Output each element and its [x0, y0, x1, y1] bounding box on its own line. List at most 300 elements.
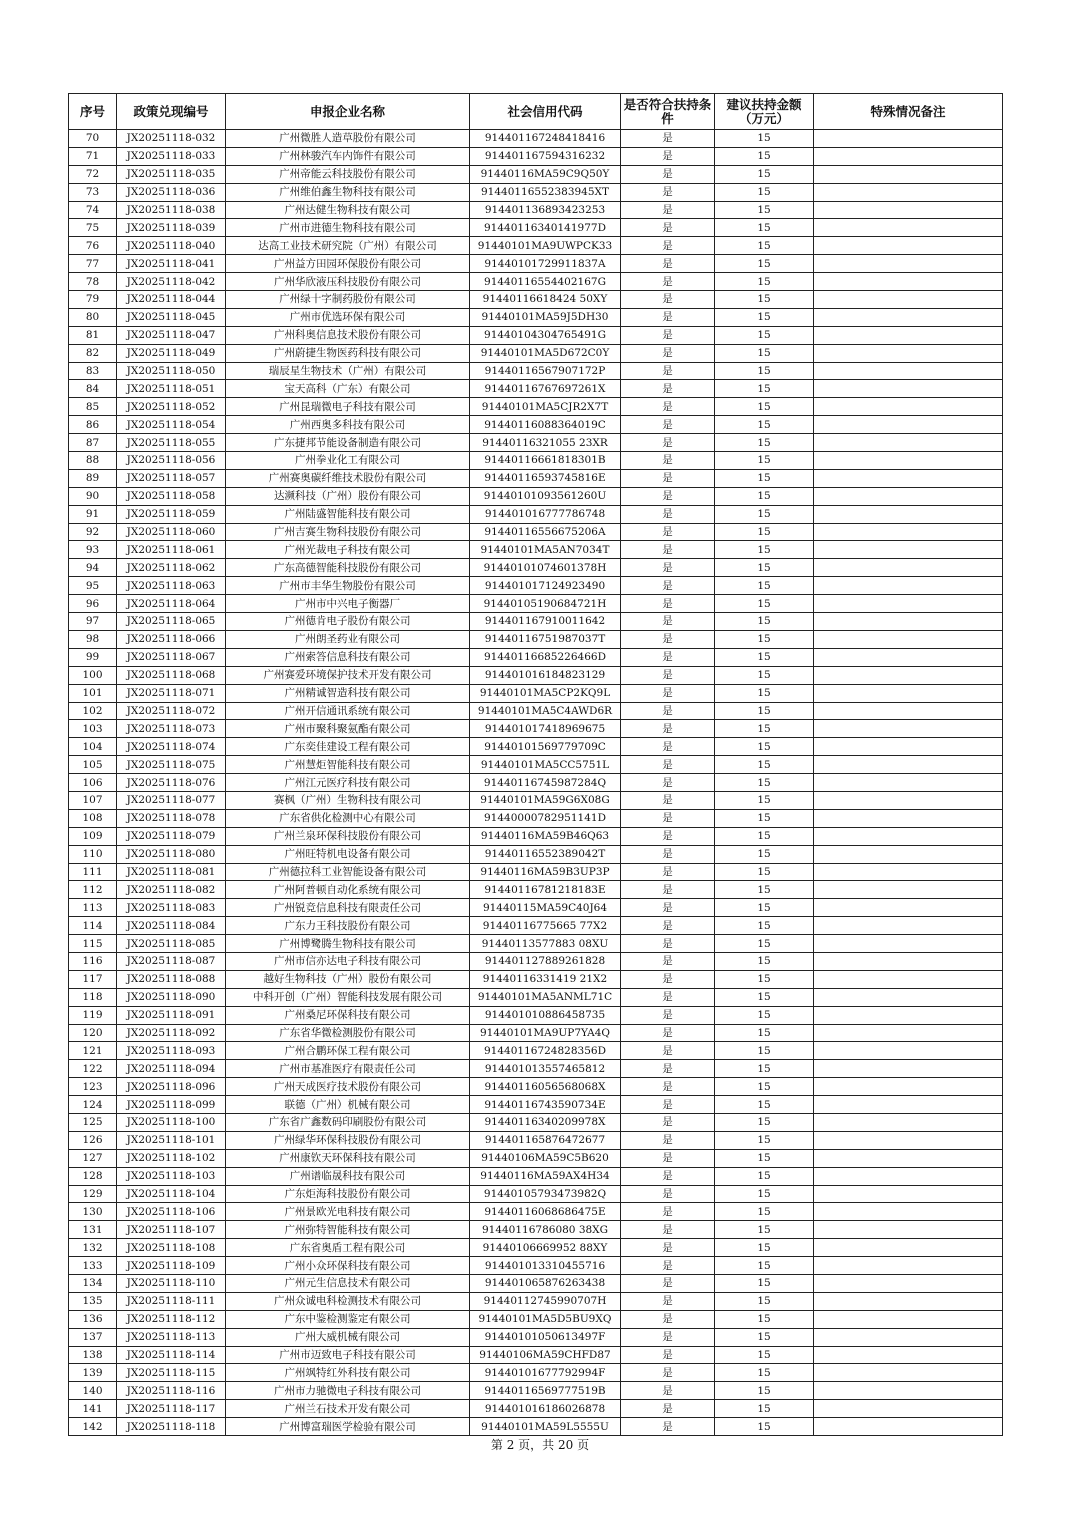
row-eligible: 是 — [621, 648, 715, 666]
row-index: 115 — [69, 935, 117, 953]
row-eligible: 是 — [621, 469, 715, 487]
row-eligible: 是 — [621, 1006, 715, 1024]
row-eligible: 是 — [621, 434, 715, 452]
row-remarks — [814, 1006, 1003, 1024]
row-policy-code: JX20251118-080 — [117, 845, 226, 863]
row-company-name: 广州科奥信息技术股份有限公司 — [226, 326, 470, 344]
table-row — [69, 1096, 1003, 1114]
row-remarks — [814, 863, 1003, 881]
row-policy-code: JX20251118-040 — [117, 237, 226, 255]
row-remarks — [814, 1310, 1003, 1328]
row-amount: 15 — [715, 201, 814, 219]
row-credit-code: 914401065876263438 — [470, 1275, 621, 1293]
row-policy-code: JX20251118-092 — [117, 1024, 226, 1042]
row-amount: 15 — [715, 630, 814, 648]
row-remarks — [814, 1328, 1003, 1346]
row-eligible: 是 — [621, 1221, 715, 1239]
row-eligible: 是 — [621, 183, 715, 201]
row-credit-code: 914401013557465812 — [470, 1060, 621, 1078]
row-amount: 15 — [715, 1346, 814, 1364]
row-index: 86 — [69, 416, 117, 434]
row-eligible: 是 — [621, 1328, 715, 1346]
row-company-name: 广州朗圣药业有限公司 — [226, 630, 470, 648]
row-remarks — [814, 201, 1003, 219]
header-amount: 建议扶持金额（万元） — [715, 94, 814, 130]
row-remarks — [814, 774, 1003, 792]
table-row — [69, 1131, 1003, 1149]
table-row — [69, 362, 1003, 380]
row-index: 135 — [69, 1292, 117, 1310]
row-remarks — [814, 1382, 1003, 1400]
row-policy-code: JX20251118-033 — [117, 147, 226, 165]
row-policy-code: JX20251118-117 — [117, 1400, 226, 1418]
row-index: 74 — [69, 201, 117, 219]
row-amount: 15 — [715, 273, 814, 291]
row-credit-code: 914401167910011642 — [470, 613, 621, 631]
row-credit-code: 91440116751987037T — [470, 630, 621, 648]
table-row — [69, 201, 1003, 219]
row-remarks — [814, 648, 1003, 666]
row-amount: 15 — [715, 344, 814, 362]
row-remarks — [814, 738, 1003, 756]
row-eligible: 是 — [621, 255, 715, 273]
row-amount: 15 — [715, 183, 814, 201]
row-index: 111 — [69, 863, 117, 881]
row-amount: 15 — [715, 863, 814, 881]
row-company-name: 广州小众环保科技有限公司 — [226, 1257, 470, 1275]
row-credit-code: 91440116321055 23XR — [470, 434, 621, 452]
row-index: 77 — [69, 255, 117, 273]
row-policy-code: JX20251118-111 — [117, 1292, 226, 1310]
row-policy-code: JX20251118-096 — [117, 1078, 226, 1096]
table-row — [69, 917, 1003, 935]
row-company-name: 广州天成医疗技术股份有限公司 — [226, 1078, 470, 1096]
row-credit-code: 914401017124923490 — [470, 577, 621, 595]
row-policy-code: JX20251118-075 — [117, 756, 226, 774]
row-credit-code: 91440101MA9UP7YA4Q — [470, 1024, 621, 1042]
row-remarks — [814, 809, 1003, 827]
row-amount: 15 — [715, 1078, 814, 1096]
row-remarks — [814, 952, 1003, 970]
row-eligible: 是 — [621, 487, 715, 505]
row-company-name: 联德（广州）机械有限公司 — [226, 1096, 470, 1114]
row-credit-code: 91440101729911837A — [470, 255, 621, 273]
row-index: 110 — [69, 845, 117, 863]
row-policy-code: JX20251118-110 — [117, 1275, 226, 1293]
row-remarks — [814, 577, 1003, 595]
table-row — [69, 344, 1003, 362]
row-company-name: 广州林骏汽车内饰件有限公司 — [226, 147, 470, 165]
row-remarks — [814, 1292, 1003, 1310]
table-header-row — [69, 94, 1003, 130]
row-index: 95 — [69, 577, 117, 595]
row-amount: 15 — [715, 935, 814, 953]
table-row — [69, 1292, 1003, 1310]
row-credit-code: 91440105190684721H — [470, 595, 621, 613]
row-company-name: 广州阿普顿自动化系统有限公司 — [226, 881, 470, 899]
header-remarks: 特殊情况备注 — [814, 94, 1003, 130]
row-policy-code: JX20251118-081 — [117, 863, 226, 881]
row-credit-code: 91440116618424 50XY — [470, 291, 621, 309]
row-amount: 15 — [715, 1275, 814, 1293]
row-eligible: 是 — [621, 595, 715, 613]
row-remarks — [814, 416, 1003, 434]
row-amount: 15 — [715, 308, 814, 326]
row-amount: 15 — [715, 952, 814, 970]
table-row — [69, 237, 1003, 255]
row-credit-code: 91440116340209978X — [470, 1113, 621, 1131]
table-row — [69, 1006, 1003, 1024]
table-row — [69, 702, 1003, 720]
row-credit-code: 914401016186026878 — [470, 1400, 621, 1418]
row-policy-code: JX20251118-072 — [117, 702, 226, 720]
row-index: 79 — [69, 291, 117, 309]
row-eligible: 是 — [621, 1149, 715, 1167]
row-policy-code: JX20251118-047 — [117, 326, 226, 344]
row-index: 94 — [69, 559, 117, 577]
row-index: 92 — [69, 523, 117, 541]
row-company-name: 广州市聚科聚氨酯有限公司 — [226, 720, 470, 738]
row-amount: 15 — [715, 720, 814, 738]
row-eligible: 是 — [621, 827, 715, 845]
row-amount: 15 — [715, 648, 814, 666]
row-remarks — [814, 487, 1003, 505]
row-remarks — [814, 595, 1003, 613]
row-index: 89 — [69, 469, 117, 487]
row-credit-code: 91440101MA5AN7034T — [470, 541, 621, 559]
row-policy-code: JX20251118-077 — [117, 791, 226, 809]
table-row — [69, 863, 1003, 881]
row-policy-code: JX20251118-041 — [117, 255, 226, 273]
row-amount: 15 — [715, 1257, 814, 1275]
row-policy-code: JX20251118-052 — [117, 398, 226, 416]
row-company-name: 广州精诚智造科技有限公司 — [226, 684, 470, 702]
row-index: 129 — [69, 1185, 117, 1203]
row-amount: 15 — [715, 809, 814, 827]
row-credit-code: 91440101MA59L5555U — [470, 1418, 621, 1436]
row-credit-code: 914401016777786748 — [470, 505, 621, 523]
row-eligible: 是 — [621, 541, 715, 559]
row-eligible: 是 — [621, 791, 715, 809]
row-company-name: 广州市丰华生物股份有限公司 — [226, 577, 470, 595]
row-remarks — [814, 291, 1003, 309]
row-company-name: 广州弥特智能科技有限公司 — [226, 1221, 470, 1239]
row-credit-code: 91440116593745816E — [470, 469, 621, 487]
row-index: 102 — [69, 702, 117, 720]
row-company-name: 广东高德智能科技股份有限公司 — [226, 559, 470, 577]
row-company-name: 广州合鹏环保工程有限公司 — [226, 1042, 470, 1060]
row-credit-code: 914401167594316232 — [470, 147, 621, 165]
row-index: 121 — [69, 1042, 117, 1060]
row-eligible: 是 — [621, 165, 715, 183]
table-row — [69, 791, 1003, 809]
row-policy-code: JX20251118-067 — [117, 648, 226, 666]
row-remarks — [814, 1042, 1003, 1060]
row-policy-code: JX20251118-078 — [117, 809, 226, 827]
row-eligible: 是 — [621, 1042, 715, 1060]
row-index: 83 — [69, 362, 117, 380]
row-remarks — [814, 899, 1003, 917]
table-row — [69, 1364, 1003, 1382]
row-policy-code: JX20251118-065 — [117, 613, 226, 631]
row-amount: 15 — [715, 1096, 814, 1114]
row-policy-code: JX20251118-091 — [117, 1006, 226, 1024]
row-amount: 15 — [715, 362, 814, 380]
row-credit-code: 91440101MA5CJR2X7T — [470, 398, 621, 416]
row-remarks — [814, 613, 1003, 631]
table-row — [69, 541, 1003, 559]
row-eligible: 是 — [621, 1292, 715, 1310]
row-policy-code: JX20251118-068 — [117, 666, 226, 684]
row-remarks — [814, 398, 1003, 416]
table-row — [69, 183, 1003, 201]
row-company-name: 广州绿华环保科技股份有限公司 — [226, 1131, 470, 1149]
row-credit-code: 91440116552383945XT — [470, 183, 621, 201]
table-row — [69, 469, 1003, 487]
row-credit-code: 91440101MA5C4AWD6R — [470, 702, 621, 720]
row-amount: 15 — [715, 434, 814, 452]
row-credit-code: 914401167248418416 — [470, 130, 621, 148]
row-company-name: 广州市优选环保有限公司 — [226, 308, 470, 326]
row-amount: 15 — [715, 1400, 814, 1418]
table-row — [69, 684, 1003, 702]
row-remarks — [814, 130, 1003, 148]
row-company-name: 广东省奥盾工程有限公司 — [226, 1239, 470, 1257]
row-credit-code: 91440101MA59J5DH30 — [470, 308, 621, 326]
row-eligible: 是 — [621, 952, 715, 970]
row-index: 109 — [69, 827, 117, 845]
row-eligible: 是 — [621, 362, 715, 380]
row-credit-code: 914401013310455716 — [470, 1257, 621, 1275]
row-index: 76 — [69, 237, 117, 255]
row-company-name: 广州博鹭腾生物科技有限公司 — [226, 935, 470, 953]
row-credit-code: 91440101074601378H — [470, 559, 621, 577]
row-policy-code: JX20251118-087 — [117, 952, 226, 970]
row-eligible: 是 — [621, 845, 715, 863]
row-credit-code: 91440101MA5CP2KQ9L — [470, 684, 621, 702]
row-remarks — [814, 1131, 1003, 1149]
row-index: 132 — [69, 1239, 117, 1257]
row-credit-code: 91440101093561260U — [470, 487, 621, 505]
row-eligible: 是 — [621, 577, 715, 595]
table-row — [69, 1185, 1003, 1203]
row-eligible: 是 — [621, 809, 715, 827]
row-eligible: 是 — [621, 1364, 715, 1382]
table-row — [69, 845, 1003, 863]
row-amount: 15 — [715, 1364, 814, 1382]
row-policy-code: JX20251118-062 — [117, 559, 226, 577]
table-row — [69, 648, 1003, 666]
table-row — [69, 273, 1003, 291]
row-index: 112 — [69, 881, 117, 899]
row-index: 122 — [69, 1060, 117, 1078]
row-index: 140 — [69, 1382, 117, 1400]
row-remarks — [814, 344, 1003, 362]
row-remarks — [814, 505, 1003, 523]
row-eligible: 是 — [621, 1096, 715, 1114]
row-remarks — [814, 845, 1003, 863]
row-index: 73 — [69, 183, 117, 201]
row-credit-code: 91440106MA59CHFD87 — [470, 1346, 621, 1364]
row-remarks — [814, 165, 1003, 183]
row-index: 108 — [69, 809, 117, 827]
table-row — [69, 398, 1003, 416]
row-eligible: 是 — [621, 559, 715, 577]
row-policy-code: JX20251118-042 — [117, 273, 226, 291]
table-row — [69, 630, 1003, 648]
row-company-name: 广东炬海科技股份有限公司 — [226, 1185, 470, 1203]
row-amount: 15 — [715, 1418, 814, 1436]
row-company-name: 中科开创（广州）智能科技发展有限公司 — [226, 988, 470, 1006]
row-index: 118 — [69, 988, 117, 1006]
row-eligible: 是 — [621, 774, 715, 792]
table-row — [69, 147, 1003, 165]
row-index: 119 — [69, 1006, 117, 1024]
row-credit-code: 91440113577883 08XU — [470, 935, 621, 953]
row-index: 126 — [69, 1131, 117, 1149]
row-index: 105 — [69, 756, 117, 774]
row-company-name: 广州市信亦达电子科技有限公司 — [226, 952, 470, 970]
row-policy-code: JX20251118-058 — [117, 487, 226, 505]
row-company-name: 广州益方田园环保股份有限公司 — [226, 255, 470, 273]
row-remarks — [814, 452, 1003, 470]
row-amount: 15 — [715, 1382, 814, 1400]
row-eligible: 是 — [621, 1131, 715, 1149]
row-company-name: 广州旺特机电设备有限公司 — [226, 845, 470, 863]
row-policy-code: JX20251118-116 — [117, 1382, 226, 1400]
table-row — [69, 1346, 1003, 1364]
row-index: 136 — [69, 1310, 117, 1328]
row-eligible: 是 — [621, 613, 715, 631]
row-amount: 15 — [715, 165, 814, 183]
row-index: 103 — [69, 720, 117, 738]
row-company-name: 广州康钦天环保科技有限公司 — [226, 1149, 470, 1167]
row-remarks — [814, 702, 1003, 720]
row-index: 125 — [69, 1113, 117, 1131]
row-policy-code: JX20251118-088 — [117, 970, 226, 988]
row-eligible: 是 — [621, 1257, 715, 1275]
row-policy-code: JX20251118-060 — [117, 523, 226, 541]
row-amount: 15 — [715, 541, 814, 559]
table-row — [69, 1400, 1003, 1418]
table-row — [69, 1221, 1003, 1239]
row-company-name: 广州维伯鑫生物科技有限公司 — [226, 183, 470, 201]
row-amount: 15 — [715, 1060, 814, 1078]
row-index: 107 — [69, 791, 117, 809]
row-amount: 15 — [715, 595, 814, 613]
row-index: 104 — [69, 738, 117, 756]
row-credit-code: 914401127889261828 — [470, 952, 621, 970]
row-amount: 15 — [715, 1203, 814, 1221]
table-row — [69, 1024, 1003, 1042]
row-eligible: 是 — [621, 881, 715, 899]
row-credit-code: 91440116775665 77X2 — [470, 917, 621, 935]
table-row — [69, 1113, 1003, 1131]
row-remarks — [814, 1078, 1003, 1096]
row-company-name: 广州博富瑞医学检验有限公司 — [226, 1418, 470, 1436]
row-eligible: 是 — [621, 1400, 715, 1418]
row-eligible: 是 — [621, 344, 715, 362]
row-policy-code: JX20251118-066 — [117, 630, 226, 648]
row-credit-code: 91440116786080 38XG — [470, 1221, 621, 1239]
row-policy-code: JX20251118-109 — [117, 1257, 226, 1275]
row-policy-code: JX20251118-115 — [117, 1364, 226, 1382]
row-amount: 15 — [715, 774, 814, 792]
row-index: 120 — [69, 1024, 117, 1042]
row-amount: 15 — [715, 505, 814, 523]
row-remarks — [814, 791, 1003, 809]
row-policy-code: JX20251118-103 — [117, 1167, 226, 1185]
row-company-name: 广州大威机械有限公司 — [226, 1328, 470, 1346]
table-row — [69, 130, 1003, 148]
header-policy-code: 政策兑现编号 — [117, 94, 226, 130]
row-credit-code: 91440112745990707H — [470, 1292, 621, 1310]
table-row — [69, 881, 1003, 899]
row-remarks — [814, 255, 1003, 273]
row-index: 106 — [69, 774, 117, 792]
row-eligible: 是 — [621, 702, 715, 720]
row-policy-code: JX20251118-107 — [117, 1221, 226, 1239]
row-policy-code: JX20251118-102 — [117, 1149, 226, 1167]
row-remarks — [814, 666, 1003, 684]
row-remarks — [814, 273, 1003, 291]
row-policy-code: JX20251118-112 — [117, 1310, 226, 1328]
row-amount: 15 — [715, 702, 814, 720]
row-eligible: 是 — [621, 935, 715, 953]
table-row — [69, 666, 1003, 684]
row-eligible: 是 — [621, 219, 715, 237]
row-index: 131 — [69, 1221, 117, 1239]
row-eligible: 是 — [621, 1382, 715, 1400]
row-credit-code: 914401017418969675 — [470, 720, 621, 738]
row-credit-code: 91440116068686475E — [470, 1203, 621, 1221]
row-eligible: 是 — [621, 326, 715, 344]
row-credit-code: 91440116745987284Q — [470, 774, 621, 792]
row-index: 80 — [69, 308, 117, 326]
row-credit-code: 91440101569779709C — [470, 738, 621, 756]
row-policy-code: JX20251118-108 — [117, 1239, 226, 1257]
row-policy-code: JX20251118-039 — [117, 219, 226, 237]
row-credit-code: 91440116554402167G — [470, 273, 621, 291]
row-index: 133 — [69, 1257, 117, 1275]
row-amount: 15 — [715, 881, 814, 899]
table-row — [69, 559, 1003, 577]
row-index: 96 — [69, 595, 117, 613]
row-policy-code: JX20251118-049 — [117, 344, 226, 362]
row-remarks — [814, 1364, 1003, 1382]
row-credit-code: 91440101MA5ANML71C — [470, 988, 621, 1006]
row-eligible: 是 — [621, 147, 715, 165]
row-amount: 15 — [715, 1310, 814, 1328]
table-row — [69, 809, 1003, 827]
table-row — [69, 416, 1003, 434]
row-eligible: 是 — [621, 917, 715, 935]
row-index: 139 — [69, 1364, 117, 1382]
row-remarks — [814, 362, 1003, 380]
row-remarks — [814, 1113, 1003, 1131]
row-company-name: 广州微胜人造草股份有限公司 — [226, 130, 470, 148]
row-index: 90 — [69, 487, 117, 505]
row-remarks — [814, 559, 1003, 577]
row-credit-code: 914401016184823129 — [470, 666, 621, 684]
row-amount: 15 — [715, 1006, 814, 1024]
row-credit-code: 91440101MA9UWPCK33 — [470, 237, 621, 255]
table-row — [69, 380, 1003, 398]
row-policy-code: JX20251118-082 — [117, 881, 226, 899]
row-amount: 15 — [715, 147, 814, 165]
row-index: 101 — [69, 684, 117, 702]
enterprise-list-table — [68, 93, 1003, 1436]
